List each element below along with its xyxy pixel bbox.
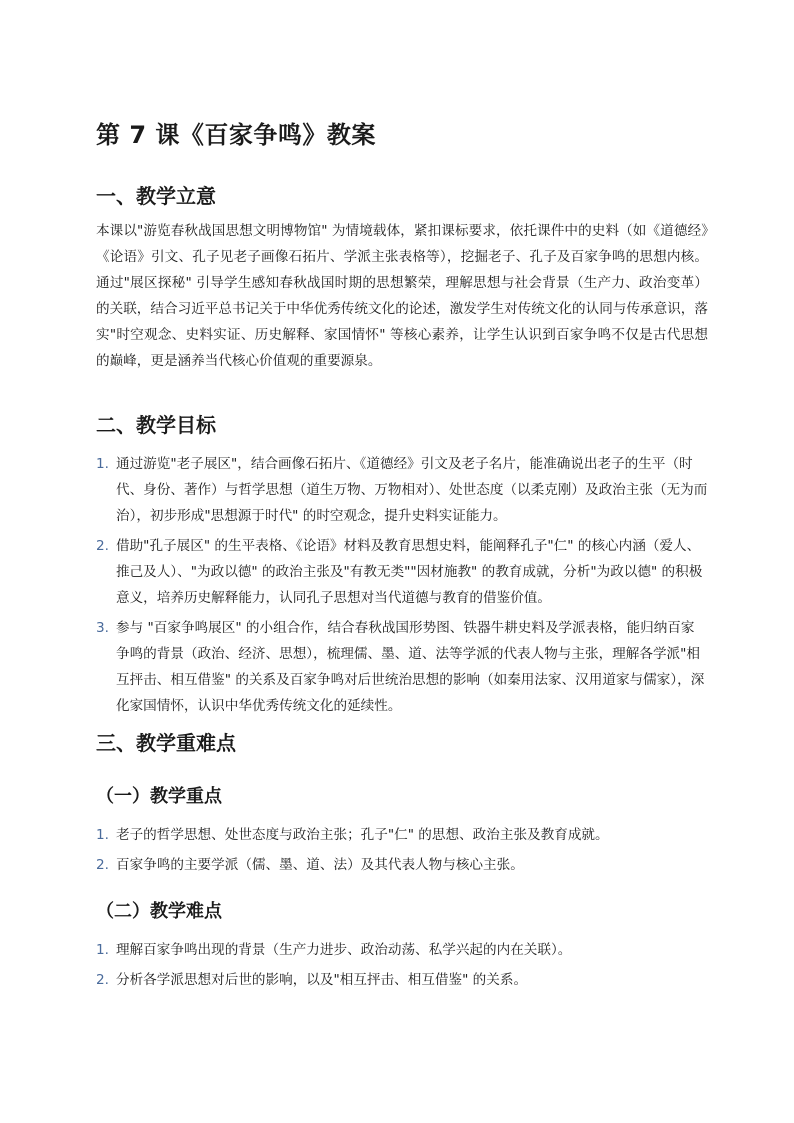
list-number: 3. <box>96 620 109 636</box>
teaching-goals-list <box>96 451 708 719</box>
list-item <box>96 967 708 993</box>
list-item <box>96 615 708 719</box>
difficult-points-list <box>96 937 708 993</box>
key-points-list <box>96 822 708 878</box>
section-heading-key-difficult-points: 三、教学重难点 <box>96 731 236 755</box>
list-item-text: 理解百家争鸣出现的背景（生产力进步、政治动荡、私学兴起的内在关联）。 <box>116 942 572 958</box>
list-item <box>96 822 708 848</box>
list-item <box>96 852 708 878</box>
list-item <box>96 451 708 529</box>
list-number: 1. <box>96 827 109 843</box>
subsection-heading-difficult-points: （二）教学难点 <box>96 901 222 922</box>
section-heading-teaching-goals: 二、教学目标 <box>96 413 216 437</box>
list-item <box>96 533 708 611</box>
list-item-text: 分析各学派思想对后世的影响，以及"相互抨击、相互借鉴" 的关系。 <box>116 972 528 988</box>
list-number: 1. <box>96 942 109 958</box>
list-item-text: 参与 "百家争鸣展区" 的小组合作，结合春秋战国形势图、铁器牛耕史料及学派表格，能归纳百家争鸣的背景（政治、经济、思想），梳理儒、墨、道、法等学派的代表人物与主张，理解各学派"相互抨击、相互借鉴" 的关系及百家争鸣对后世统治思想的影响（如秦用法家、汉用道家与儒家），深化家国情怀，认识中华优秀传统文化的延续性。 <box>116 620 705 714</box>
list-item-text: 借助"孔子展区" 的生平表格、《论语》材料及教育思想史料，能阐释孔子"仁" 的核心内涵（爱人、推己及人）、"为政以德" 的政治主张及"有教无类""因材施教" 的教育成就，分析"为政以德" 的积极意义，培养历史解释能力，认同孔子思想对当代道德与教育的借鉴价值。 <box>116 538 703 606</box>
teaching-concept-paragraph: 本课以"游览春秋战国思想文明博物馆" 为情境载体，紧扣课标要求，依托课件中的史料（如《道德经》《论语》引文、孔子见老子画像石拓片、学派主张表格等），挖掘老子、孔子及百家争鸣的思想内核。通过"展区探秘" 引导学生感知春秋战国时期的思想繁荣，理解思想与社会背景（生产力、政治变革）的关联，结合习近平总书记关于中华优秀传统文化的论述，激发学生对传统文化的认同与传承意识，落实"时空观念、史料实证、历史解释、家国情怀" 等核心素养，让学生认识到百家争鸣不仅是古代思想的巅峰，更是涵养当代核心价值观的重要源泉。 <box>96 223 708 369</box>
list-number: 2. <box>96 857 109 873</box>
section-heading-teaching-concept: 一、教学立意 <box>96 184 216 208</box>
list-item-text: 百家争鸣的主要学派（儒、墨、道、法）及其代表人物与核心主张。 <box>116 857 524 873</box>
list-item <box>96 937 708 963</box>
document-title: 第 7 课《百家争鸣》教案 <box>96 121 376 149</box>
subsection-heading-key-points: （一）教学重点 <box>96 786 222 807</box>
list-item-text: 通过游览"老子展区"，结合画像石拓片、《道德经》引文及老子名片，能准确说出老子的生平（时代、身份、著作）与哲学思想（道生万物、万物相对）、处世态度（以柔克刚）及政治主张（无为而治），初步形成"思想源于时代" 的时空观念，提升史料实证能力。 <box>116 456 708 524</box>
list-number: 2. <box>96 538 109 554</box>
list-number: 1. <box>96 456 109 472</box>
list-number: 2. <box>96 972 109 988</box>
list-item-text: 老子的哲学思想、处世态度与政治主张；孔子"仁" 的思想、政治主张及教育成就。 <box>116 827 609 843</box>
